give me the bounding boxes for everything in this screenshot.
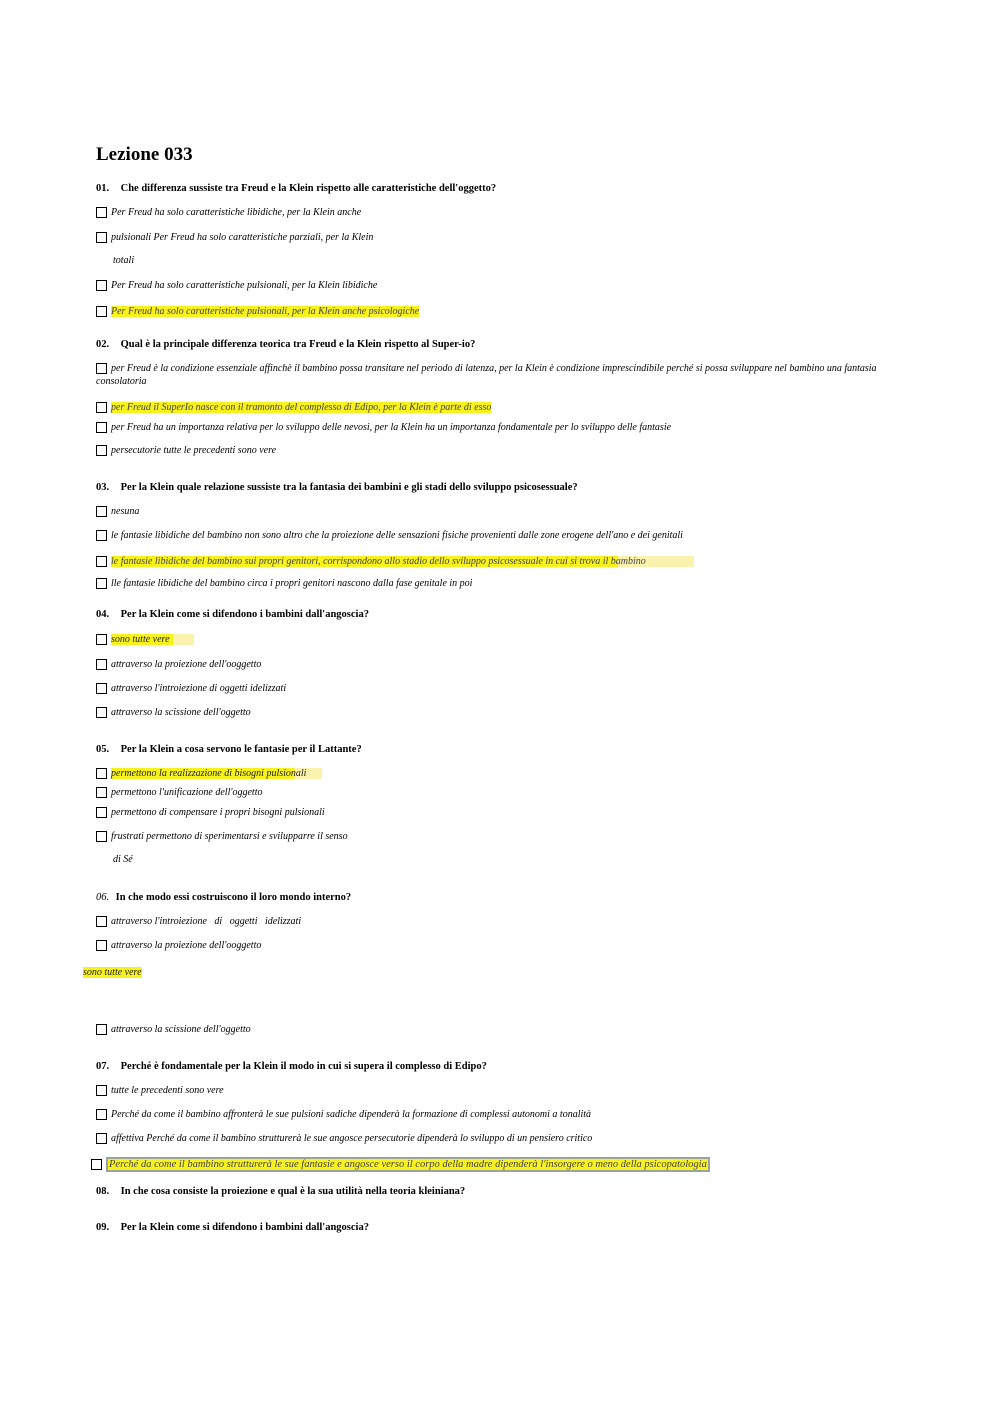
answer-option-correct[interactable] bbox=[96, 767, 322, 780]
option-text: per Freud è la condizione essenziale affinchè il bambino possa transitare nel periodo di latenza, per la Klein è condizione imprescindibile perché si possa sviluppare nel bambino una fantasia consolatoria bbox=[96, 363, 877, 387]
highlighted-option-text: per Freud il SuperIo nasce con il tramonto del complesso di Edipo, per la Klein è parte di esso bbox=[111, 402, 492, 413]
answer-option-correct[interactable] bbox=[96, 305, 419, 318]
answer-option[interactable] bbox=[96, 529, 683, 542]
option-text: permettono di compensare i propri bisogni pulsionali bbox=[111, 807, 325, 818]
answer-option[interactable] bbox=[96, 505, 139, 518]
answer-option[interactable] bbox=[96, 682, 286, 695]
question-number: 05. bbox=[96, 744, 110, 755]
answer-option-correct[interactable] bbox=[96, 633, 194, 646]
question-05 bbox=[96, 744, 362, 755]
answer-option[interactable] bbox=[96, 421, 671, 434]
question-02 bbox=[96, 339, 475, 350]
option-text: affettiva Perché da come il bambino strutturerà le sue angosce persecutorie dipenderà lo sviluppo di un pensiero critico bbox=[111, 1133, 593, 1144]
answer-option[interactable] bbox=[96, 658, 261, 671]
option-text: Per Freud ha solo caratteristiche pulsionali, per la Klein libidiche bbox=[111, 280, 378, 291]
checkbox[interactable] bbox=[96, 916, 107, 927]
answer-option[interactable] bbox=[96, 231, 373, 244]
question-06 bbox=[96, 892, 351, 903]
checkbox[interactable] bbox=[96, 831, 107, 842]
question-number: 09. bbox=[96, 1222, 110, 1233]
checkbox[interactable] bbox=[96, 280, 107, 291]
answer-option-correct[interactable] bbox=[96, 555, 694, 568]
option-text: nesuna bbox=[111, 506, 140, 517]
answer-option[interactable] bbox=[96, 786, 262, 799]
checkbox[interactable] bbox=[96, 768, 107, 779]
checkbox[interactable] bbox=[96, 1109, 107, 1120]
checkbox[interactable] bbox=[96, 807, 107, 818]
checkbox[interactable] bbox=[96, 445, 107, 456]
question-text: In che cosa consiste la proiezione e qual è la sua utilità nella teoria kleiniana? bbox=[120, 1186, 466, 1197]
highlighted-option-text: Perché da come il bambino strutturerà le sue fantasie e angosce verso il corpo della madre dipenderà l'insorgere o meno della psicopatologia bbox=[106, 1157, 710, 1172]
question-number: 01. bbox=[96, 183, 110, 194]
checkbox[interactable] bbox=[96, 787, 107, 798]
highlighted-option-text: permettono la realizzazione di bisogni pulsionali bbox=[111, 768, 322, 779]
question-number: 08. bbox=[96, 1186, 110, 1197]
question-text: Per la Klein come si difendono i bambini dall'angoscia? bbox=[120, 609, 369, 620]
checkbox[interactable] bbox=[96, 556, 107, 567]
answer-option[interactable] bbox=[96, 915, 301, 928]
option-text: attraverso l'introiezione di oggetti idelizzati bbox=[111, 916, 302, 927]
checkbox[interactable] bbox=[96, 659, 107, 670]
question-text: Per la Klein quale relazione sussiste tra la fantasia dei bambini e gli stadi dello sviluppo psicosessuale? bbox=[120, 482, 578, 493]
highlighted-option-text: le fantasie libidiche del bambino sui propri genitori, corrispondono allo stadio dello sviluppo psicosessuale in cui si trova il bambino bbox=[111, 556, 694, 567]
option-continuation: di Sé bbox=[113, 854, 133, 865]
answer-option[interactable] bbox=[96, 206, 361, 219]
checkbox[interactable] bbox=[96, 1133, 107, 1144]
question-08 bbox=[96, 1186, 465, 1197]
question-text: Per la Klein a cosa servono le fantasie per il Lattante? bbox=[120, 744, 362, 755]
option-text: frustrati permettono di sperimentarsi e svilupparre il senso bbox=[111, 831, 348, 842]
highlighted-option-text: sono tutte vere bbox=[111, 634, 194, 645]
answer-option-correct[interactable] bbox=[96, 401, 491, 414]
checkbox[interactable] bbox=[96, 422, 107, 433]
checkbox[interactable] bbox=[96, 506, 107, 517]
option-text: attraverso la proiezione dell'ooggetto bbox=[111, 659, 262, 670]
highlighted-option-text: Per Freud ha solo caratteristiche pulsionali, per la Klein anche psicologiche bbox=[111, 306, 420, 317]
question-text: In che modo essi costruiscono il loro mondo interno? bbox=[115, 892, 352, 903]
answer-option[interactable] bbox=[96, 939, 261, 952]
question-number: 07. bbox=[96, 1061, 110, 1072]
checkbox[interactable] bbox=[96, 530, 107, 541]
question-number: 03. bbox=[96, 482, 110, 493]
option-text: per Freud ha un importanza relativa per lo sviluppo delle nevosi, per la Klein ha un importanza fondamentale per lo sviluppo delle fantasie bbox=[111, 422, 672, 433]
option-text: attraverso la scissione dell'oggetto bbox=[111, 707, 251, 718]
highlighted-answer: sono tutte vere bbox=[83, 967, 142, 978]
question-01 bbox=[96, 183, 496, 194]
checkbox[interactable] bbox=[96, 683, 107, 694]
answer-option[interactable] bbox=[96, 1132, 592, 1145]
checkbox[interactable] bbox=[96, 207, 107, 218]
question-text: Qual è la principale differenza teorica tra Freud e la Klein rispetto al Super-io? bbox=[120, 339, 476, 350]
answer-option[interactable] bbox=[96, 279, 377, 292]
option-text: Perché da come il bambino affronterà le sue pulsioni sadiche dipenderà la formazione di complessi autonomi a tonalità bbox=[111, 1109, 592, 1120]
question-text: Perché è fondamentale per la Klein il modo in cui si supera il complesso di Edipo? bbox=[120, 1061, 487, 1072]
option-text: persecutorie tutte le precedenti sono vere bbox=[111, 445, 277, 456]
checkbox[interactable] bbox=[96, 1085, 107, 1096]
question-number: 04. bbox=[96, 609, 110, 620]
answer-option[interactable] bbox=[96, 1084, 224, 1097]
option-text: Per Freud ha solo caratteristiche libidiche, per la Klein anche bbox=[111, 207, 362, 218]
answer-option[interactable] bbox=[96, 806, 325, 819]
option-text: attraverso la proiezione dell'ooggetto bbox=[111, 940, 262, 951]
checkbox[interactable] bbox=[96, 940, 107, 951]
question-03 bbox=[96, 482, 578, 493]
checkbox[interactable] bbox=[96, 306, 107, 317]
option-text: tutte le precedenti sono vere bbox=[111, 1085, 224, 1096]
option-text: attraverso l'introiezione di oggetti idelizzati bbox=[111, 683, 287, 694]
checkbox[interactable] bbox=[96, 232, 107, 243]
answer-option[interactable] bbox=[96, 1108, 591, 1121]
option-text: pulsionali Per Freud ha solo caratteristiche parziali, per la Klein bbox=[111, 232, 374, 243]
answer-option[interactable] bbox=[96, 830, 348, 843]
answer-option-correct[interactable] bbox=[91, 1158, 710, 1171]
answer-option[interactable] bbox=[96, 577, 472, 590]
answer-option[interactable] bbox=[96, 706, 251, 719]
option-continuation: totali bbox=[113, 255, 135, 266]
question-text: Che differenza sussiste tra Freud e la Klein rispetto alle caratteristiche dell'oggetto? bbox=[120, 183, 497, 194]
checkbox[interactable] bbox=[96, 707, 107, 718]
answer-option[interactable] bbox=[96, 444, 276, 457]
checkbox[interactable] bbox=[96, 402, 107, 413]
question-number: 06. bbox=[96, 892, 110, 903]
question-text: Per la Klein come si difendono i bambini dall'angoscia? bbox=[120, 1222, 369, 1233]
option-text: attraverso la scissione dell'oggetto bbox=[111, 1024, 251, 1035]
question-07 bbox=[96, 1061, 487, 1072]
answer-option[interactable] bbox=[96, 362, 896, 388]
question-number: 02. bbox=[96, 339, 110, 350]
question-09 bbox=[96, 1222, 369, 1233]
option-text: le fantasie libidiche del bambino non sono altro che la proiezione delle sensazioni fisiche provenienti dalle zone erogene dell'ano e dei genitali bbox=[111, 530, 683, 541]
answer-option[interactable] bbox=[96, 1023, 251, 1036]
checkbox[interactable] bbox=[96, 363, 107, 374]
page-title: Lezione 033 bbox=[96, 144, 193, 165]
question-04 bbox=[96, 609, 369, 620]
checkbox[interactable] bbox=[91, 1159, 102, 1170]
checkbox[interactable] bbox=[96, 1024, 107, 1035]
checkbox[interactable] bbox=[96, 634, 107, 645]
option-text: permettono l'unificazione dell'oggetto bbox=[111, 787, 263, 798]
checkbox[interactable] bbox=[96, 578, 107, 589]
option-text: lle fantasie libidiche del bambino circa i propri genitori nascono dalla fase genitale in poi bbox=[111, 578, 473, 589]
